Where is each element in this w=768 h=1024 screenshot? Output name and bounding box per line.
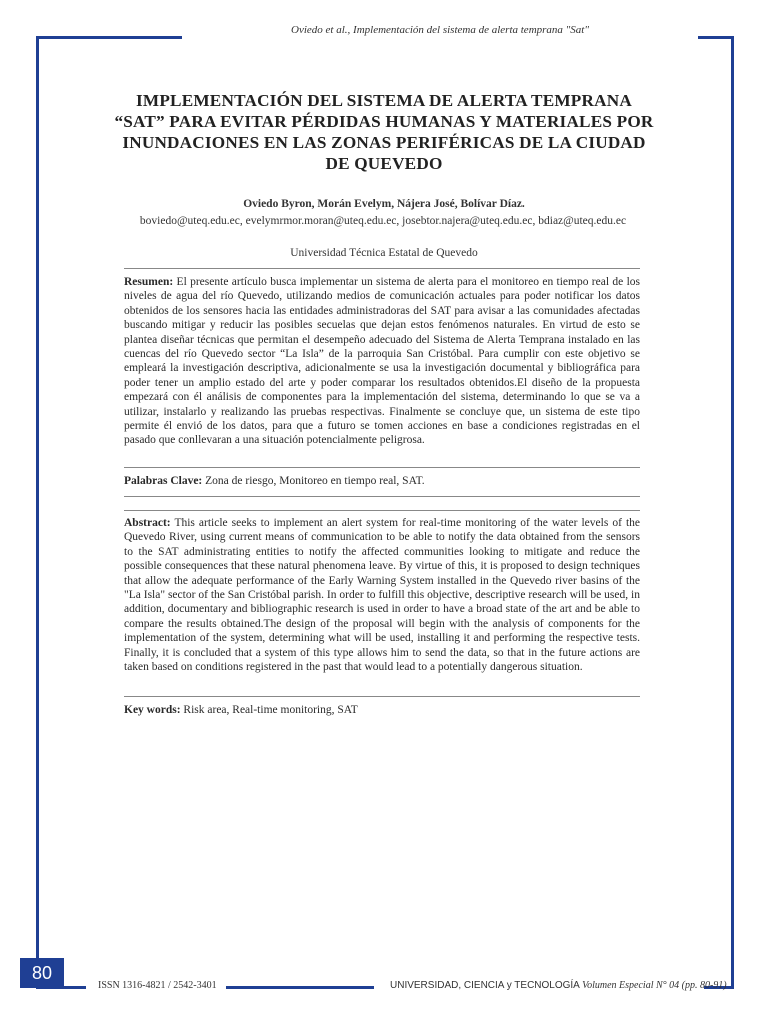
key-words-text: Risk area, Real-time monitoring, SAT	[183, 704, 358, 716]
divider-rule	[124, 496, 640, 497]
abstract-block	[124, 516, 640, 674]
author-emails: boviedo@uteq.edu.ec, evelymrmor.moran@uteq.edu.ec, josebtor.najera@uteq.edu.ec, bdiaz@uteq.edu.ec	[139, 215, 627, 227]
frame-top-right-line	[698, 36, 734, 39]
journal-name: UNIVERSIDAD, CIENCIA y TECNOLOGÍA	[390, 980, 580, 991]
article-title: IMPLEMENTACIÓN DEL SISTEMA DE ALERTA TEMPRANA “SAT” PARA EVITAR PÉRDIDAS HUMANAS Y MATERIALES POR INUNDACIONES EN LAS ZONAS PERIFÉRICAS DE LA CIUDAD DE QUEVEDO	[114, 91, 654, 173]
palabras-clave-block	[124, 474, 640, 488]
authors: Oviedo Byron, Morán Evelym, Nájera José, Bolívar Díaz.	[243, 198, 525, 210]
palabras-clave-label: Palabras Clave:	[124, 475, 203, 487]
divider-rule	[124, 510, 640, 511]
divider-rule	[124, 268, 640, 269]
frame-right-line	[731, 36, 734, 988]
divider-rule	[124, 696, 640, 697]
resumen-block	[124, 275, 640, 448]
frame-top-left-line	[36, 36, 182, 39]
resumen-label: Resumen:	[124, 276, 174, 288]
key-words-label: Key words:	[124, 704, 181, 716]
issn-text: ISSN 1316-4821 / 2542-3401	[98, 980, 217, 991]
page-number-badge: 80	[20, 958, 64, 988]
divider-rule	[124, 467, 640, 468]
abstract-text: This article seeks to implement an alert system for real-time monitoring of the water levels of the Quevedo River, using current means of communication to be able to notify the data obtained from the sensors to the SAT administrating entities to notify the affected communities looking to mitigate and reduce the possible consequences that these natural phenomena leave. By virtue of this, it is proposed to design techniques that allow the adequate performance of the Early Warning System installed in the Quevedo river basins of the "La Isla" sector of the San Cristóbal parish. In order to fulfill this objective, descriptive research will be used, in addition, documentary and bibliographic research is used in order to have a broad state of the art and be able to compare the results obtained.The design of the proposal will begin with the analysis of components for the implementation of the system, determining what will be used, installing it and performing the respective tests. Finally, it is concluded that a system of this type allows him to send the data, so that in the future actions are taken based on conditions registered in the past that would lead to a potentially dangerous situation.	[124, 517, 640, 674]
palabras-clave-text: Zona de riesgo, Monitoreo en tiempo real, SAT.	[205, 475, 425, 487]
university: Universidad Técnica Estatal de Quevedo	[290, 247, 478, 259]
frame-bottom-mid-line	[226, 986, 374, 989]
key-words-block	[124, 703, 640, 717]
running-head: Oviedo et al., Implementación del sistema de alerta temprana "Sat"	[291, 24, 589, 36]
abstract-label: Abstract:	[124, 517, 171, 529]
journal-footer	[390, 980, 727, 991]
journal-volume: Volumen Especial N° 04 (pp. 80-91)	[582, 980, 727, 991]
frame-left-line	[36, 36, 39, 988]
resumen-text: El presente artículo busca implementar un sistema de alerta para el monitoreo en tiempo real de los niveles de agua del río Quevedo, utilizando medios de comunicación actuales para poder notificar los datos obtenidos de los sensores hacia las entidades administradoras del SAT para avisar a las comunidades afectadas buscando mitigar y reducir las posibles secuelas que dejan estos fenómenos naturales. En virtud de esto se plantea diseñar técnicas que permitan el desempeño adecuado del Sistema de Alerta Temprana instalado en las cuencas del río Quevedo sector “La Isla” de la parroquia San Cristóbal. Para cumplir con este objetivo se empleará la investigación descriptiva, adicionalmente se usa la investigación documental y bibliográfica para poder tener un amplio estado del arte y poder comparar los resultados obtenidos.El diseño de la propuesta empezará con él análisis de componentes para la implementación del sistema, determinando lo que se va a utilizar, instalarlo y realizando las pruebas respectivas. Finalmente se concluye que, un sistema de este tipo permite él envió de los datos, para que a futuro se tomen acciones en base a condiciones registradas en el pasado que conllevaran a una situación potencialmente peligrosa.	[124, 276, 640, 447]
